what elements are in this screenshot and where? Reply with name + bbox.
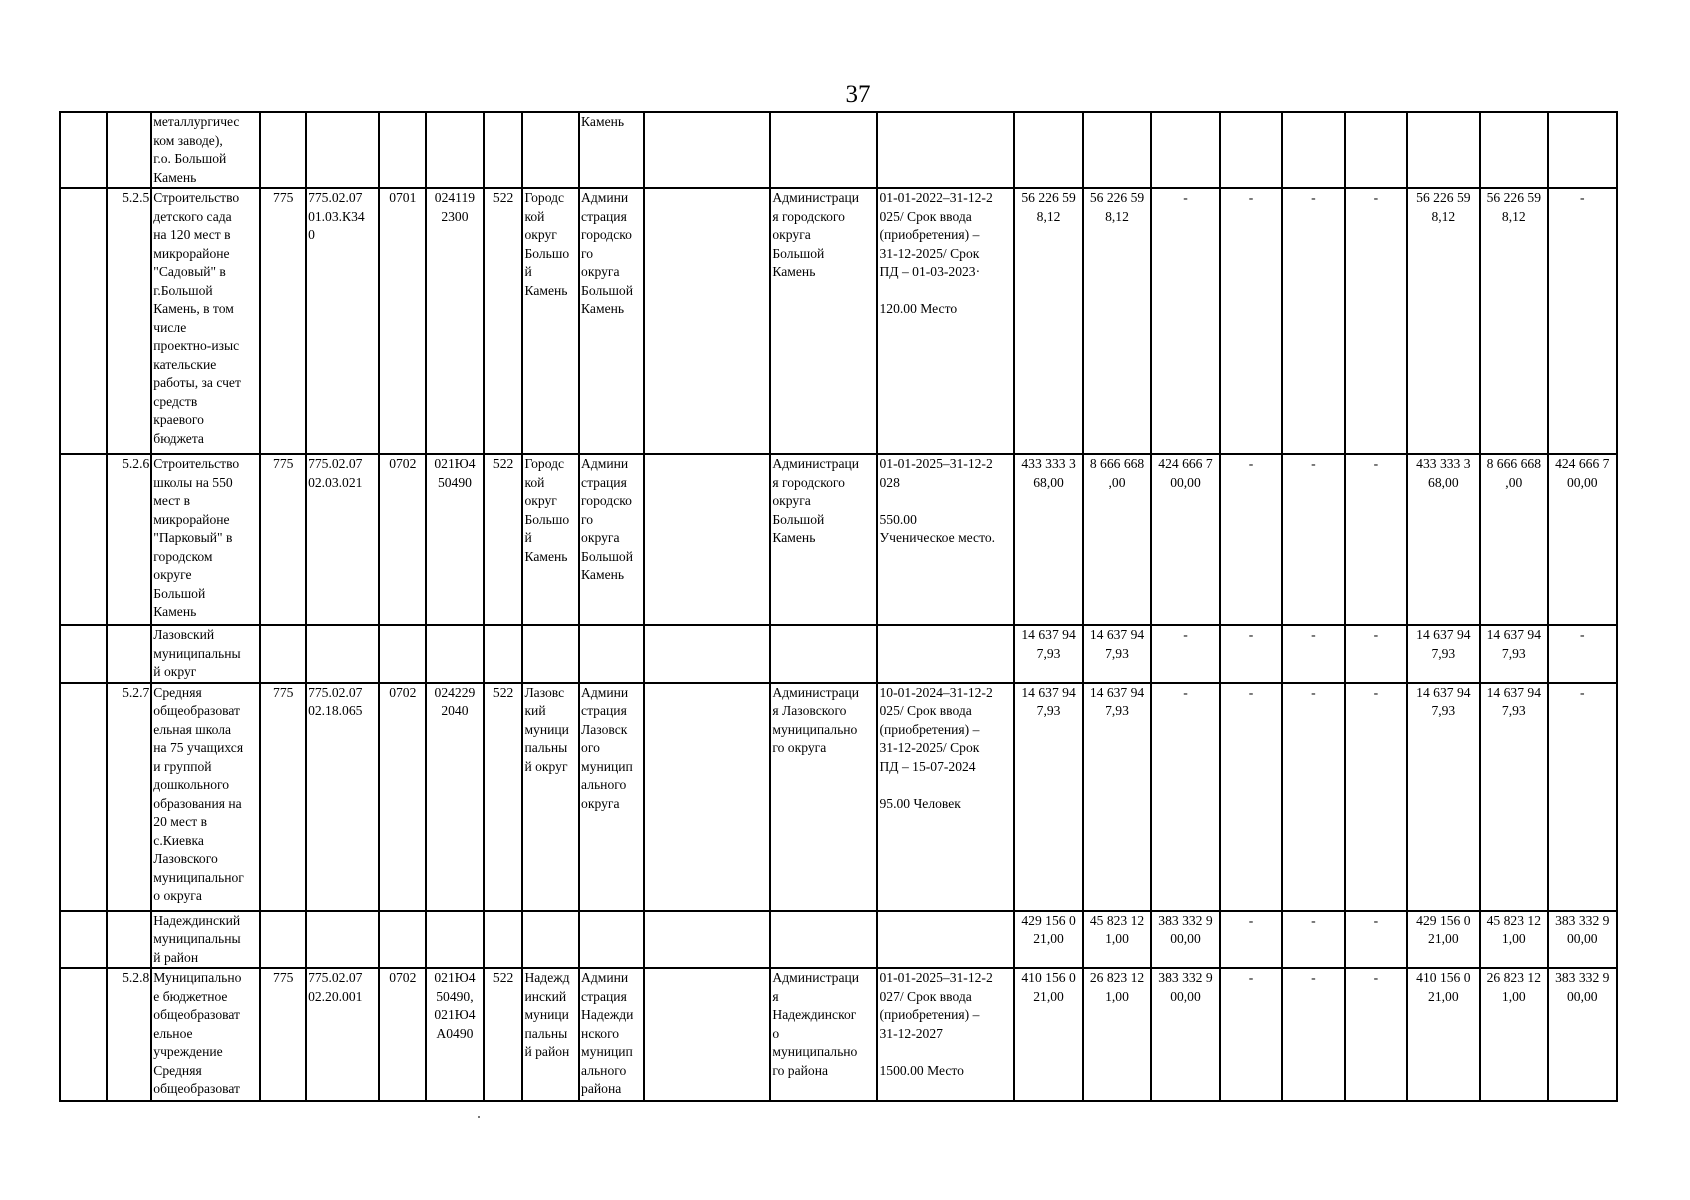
object-code-cell (306, 112, 379, 188)
term-capacity-cell (877, 112, 1014, 188)
amount-cell-2: 14 637 94 7,93 (1083, 625, 1151, 683)
municipality-cell (522, 911, 579, 969)
amount-cell-3: 383 332 9 00,00 (1151, 911, 1219, 969)
administrator-cell: Камень (579, 112, 644, 188)
municipality-cell (522, 625, 579, 683)
amount-cell-1: 14 637 94 7,93 (1014, 625, 1082, 683)
section-code-cell: 0702 (379, 454, 426, 625)
amount-cell-5: - (1282, 454, 1344, 625)
table-row (60, 911, 1689, 969)
amount-cell-2: 56 226 59 8,12 (1083, 188, 1151, 454)
target-article-cell (426, 112, 484, 188)
amount-cell-9: 424 666 7 00,00 (1548, 454, 1616, 625)
term-capacity-cell (877, 911, 1014, 969)
grbs-code-cell: 775 (260, 683, 306, 911)
amount-cell-5 (1282, 112, 1344, 188)
object-name-cell: Строительство детского сада на 120 мест в микрорайоне "Садовый" в г.Большой Камень, в том числе проектно-изыс кательские работы, за счет средств краевого бюджета (151, 188, 260, 454)
expense-type-cell: 522 (484, 683, 523, 911)
expense-type-cell: 522 (484, 968, 523, 1101)
blank-cell (60, 625, 107, 683)
amount-cell-1: 429 156 0 21,00 (1014, 911, 1082, 969)
object-code-cell: 775.02.07 02.20.001 (306, 968, 379, 1101)
customer-cell: Администраци я городского округа Большой Камень (770, 188, 877, 454)
section-code-cell: 0701 (379, 188, 426, 454)
amount-cell-7: 433 333 3 68,00 (1407, 454, 1479, 625)
table-row (60, 112, 1689, 188)
blank-cell (60, 112, 107, 188)
amount-cell-7: 410 156 0 21,00 (1407, 968, 1479, 1101)
empty-cell (644, 968, 771, 1101)
target-article-cell (426, 911, 484, 969)
amount-cell-8: 14 637 94 7,93 (1480, 683, 1548, 911)
administrator-cell: Админи страция Надежди нского муницип ального района (579, 968, 644, 1101)
table-row (60, 683, 1689, 911)
amount-cell-7: 429 156 0 21,00 (1407, 911, 1479, 969)
amount-cell-3: - (1151, 188, 1219, 454)
section-code-cell: 0702 (379, 968, 426, 1101)
target-article-cell: 021Ю4 50490, 021Ю4 А0490 (426, 968, 484, 1101)
amount-cell-3: - (1151, 625, 1219, 683)
amount-cell-6: - (1345, 911, 1407, 969)
amount-cell-9: - (1548, 188, 1616, 454)
amount-cell-8: 56 226 59 8,12 (1480, 188, 1548, 454)
empty-cell (644, 911, 771, 969)
blank-cell (60, 188, 107, 454)
amount-cell-8: 14 637 94 7,93 (1480, 625, 1548, 683)
amount-cell-2 (1083, 112, 1151, 188)
expense-type-cell (484, 112, 523, 188)
customer-cell: Администраци я Надеждинског о муниципально го района (770, 968, 877, 1101)
amount-cell-7: 56 226 59 8,12 (1407, 188, 1479, 454)
blank-cell (60, 968, 107, 1101)
amount-cell-4: - (1220, 454, 1282, 625)
municipality-cell: Городс кой округ Большо й Камень (522, 188, 579, 454)
amount-cell-1: 410 156 0 21,00 (1014, 968, 1082, 1101)
target-article-cell: 021Ю4 50490 (426, 454, 484, 625)
amount-cell-8 (1480, 112, 1548, 188)
object-code-cell: 775.02.07 01.03.К34 0 (306, 188, 379, 454)
municipality-cell: Надежд инский муници пальны й район (522, 968, 579, 1101)
amount-cell-6: - (1345, 625, 1407, 683)
amount-cell-7 (1407, 112, 1479, 188)
page-number: 37 (845, 81, 871, 108)
amount-cell-3: - (1151, 683, 1219, 911)
item-number-cell: 5.2.8 (107, 968, 152, 1101)
amount-cell-4: - (1220, 968, 1282, 1101)
amount-cell-4: - (1220, 188, 1282, 454)
customer-cell (770, 112, 877, 188)
expense-type-cell (484, 911, 523, 969)
term-capacity-cell: 01-01-2022–31-12-2 025/ Срок ввода (приобретения) – 31-12-2025/ Срок ПД – 01-03-2023· 120.00 Место (877, 188, 1014, 454)
item-number-cell (107, 625, 152, 683)
amount-cell-2: 14 637 94 7,93 (1083, 683, 1151, 911)
expense-type-cell: 522 (484, 188, 523, 454)
scan-speck (478, 1116, 480, 1118)
customer-cell (770, 625, 877, 683)
administrator-cell (579, 625, 644, 683)
amount-cell-4: - (1220, 911, 1282, 969)
amount-cell-6: - (1345, 683, 1407, 911)
object-code-cell (306, 911, 379, 969)
amount-cell-9 (1548, 112, 1616, 188)
amount-cell-6: - (1345, 188, 1407, 454)
section-code-cell: 0702 (379, 683, 426, 911)
budget-table (59, 111, 1690, 1102)
empty-cell (644, 683, 771, 911)
amount-cell-5: - (1282, 683, 1344, 911)
amount-cell-6: - (1345, 454, 1407, 625)
term-capacity-cell: 01-01-2025–31-12-2 028 550.00 Ученическое место. (877, 454, 1014, 625)
amount-cell-5: - (1282, 188, 1344, 454)
grbs-code-cell (260, 911, 306, 969)
grbs-code-cell: 775 (260, 968, 306, 1101)
empty-cell (644, 188, 771, 454)
item-number-cell (107, 112, 152, 188)
grbs-code-cell: 775 (260, 188, 306, 454)
grbs-code-cell (260, 112, 306, 188)
empty-cell (644, 625, 771, 683)
item-number-cell: 5.2.7 (107, 683, 152, 911)
empty-cell (644, 112, 771, 188)
section-code-cell (379, 911, 426, 969)
amount-cell-2: 26 823 12 1,00 (1083, 968, 1151, 1101)
target-article-cell: 024229 2040 (426, 683, 484, 911)
object-name-cell: Средняя общеобразоват ельная школа на 75 учащихся и группой дошкольного образования на 20 мест в с.Киевка Лазовского муниципальног о округа (151, 683, 260, 911)
grbs-code-cell (260, 625, 306, 683)
amount-cell-6: - (1345, 968, 1407, 1101)
administrator-cell: Админи страция городско го округа Большой Камень (579, 454, 644, 625)
table-row (60, 454, 1689, 625)
amount-cell-5: - (1282, 911, 1344, 969)
amount-cell-3: 424 666 7 00,00 (1151, 454, 1219, 625)
item-number-cell: 5.2.5 (107, 188, 152, 454)
municipality-cell (522, 112, 579, 188)
amount-cell-9: 383 332 9 00,00 (1548, 911, 1616, 969)
amount-cell-5: - (1282, 625, 1344, 683)
object-code-cell: 775.02.07 02.18.065 (306, 683, 379, 911)
grbs-code-cell: 775 (260, 454, 306, 625)
customer-cell: Администраци я городского округа Большой Камень (770, 454, 877, 625)
amount-cell-2: 8 666 668 ,00 (1083, 454, 1151, 625)
blank-cell (60, 683, 107, 911)
expense-type-cell: 522 (484, 454, 523, 625)
blank-cell (60, 911, 107, 969)
amount-cell-7: 14 637 94 7,93 (1407, 683, 1479, 911)
amount-cell-6 (1345, 112, 1407, 188)
table-row (60, 968, 1689, 1101)
amount-cell-3: 383 332 9 00,00 (1151, 968, 1219, 1101)
object-name-cell: Строительство школы на 550 мест в микрорайоне "Парковый" в городском округе Большой Камень (151, 454, 260, 625)
amount-cell-9: 383 332 9 00,00 (1548, 968, 1616, 1101)
amount-cell-1: 56 226 59 8,12 (1014, 188, 1082, 454)
target-article-cell: 024119 2300 (426, 188, 484, 454)
amount-cell-8: 45 823 12 1,00 (1480, 911, 1548, 969)
administrator-cell: Админи страция городско го округа Большой Камень (579, 188, 644, 454)
section-code-cell (379, 625, 426, 683)
empty-cell (644, 454, 771, 625)
item-number-cell (107, 911, 152, 969)
object-name-cell: Муниципально е бюджетное общеобразоват ельное учреждение Средняя общеобразоват (151, 968, 260, 1101)
object-code-cell: 775.02.07 02.03.021 (306, 454, 379, 625)
municipality-cell: Лазовс кий муници пальны й округ (522, 683, 579, 911)
administrator-cell: Админи страция Лазовск ого муницип ального округа (579, 683, 644, 911)
amount-cell-1 (1014, 112, 1082, 188)
term-capacity-cell: 10-01-2024–31-12-2 025/ Срок ввода (приобретения) – 31-12-2025/ Срок ПД – 15-07-2024 95.00 Человек (877, 683, 1014, 911)
table-row (60, 188, 1689, 454)
customer-cell (770, 911, 877, 969)
section-code-cell (379, 112, 426, 188)
expense-type-cell (484, 625, 523, 683)
customer-cell: Администраци я Лазовского муниципально го округа (770, 683, 877, 911)
term-capacity-cell: 01-01-2025–31-12-2 027/ Срок ввода (приобретения) – 31-12-2027 1500.00 Место (877, 968, 1014, 1101)
administrator-cell (579, 911, 644, 969)
object-code-cell (306, 625, 379, 683)
amount-cell-3 (1151, 112, 1219, 188)
amount-cell-4: - (1220, 683, 1282, 911)
amount-cell-1: 14 637 94 7,93 (1014, 683, 1082, 911)
amount-cell-8: 8 666 668 ,00 (1480, 454, 1548, 625)
object-name-cell: Надеждинский муниципальны й район (151, 911, 260, 969)
blank-cell (60, 454, 107, 625)
amount-cell-5: - (1282, 968, 1344, 1101)
amount-cell-2: 45 823 12 1,00 (1083, 911, 1151, 969)
item-number-cell: 5.2.6 (107, 454, 152, 625)
amount-cell-7: 14 637 94 7,93 (1407, 625, 1479, 683)
target-article-cell (426, 625, 484, 683)
amount-cell-4 (1220, 112, 1282, 188)
municipality-cell: Городс кой округ Большо й Камень (522, 454, 579, 625)
object-name-cell: металлургичес ком заводе), г.о. Большой Камень (151, 112, 260, 188)
table-body (60, 112, 1689, 1101)
amount-cell-9: - (1548, 683, 1616, 911)
amount-cell-9: - (1548, 625, 1616, 683)
table-row (60, 625, 1689, 683)
term-capacity-cell (877, 625, 1014, 683)
amount-cell-4: - (1220, 625, 1282, 683)
object-name-cell: Лазовский муниципальны й округ (151, 625, 260, 683)
amount-cell-8: 26 823 12 1,00 (1480, 968, 1548, 1101)
amount-cell-1: 433 333 3 68,00 (1014, 454, 1082, 625)
